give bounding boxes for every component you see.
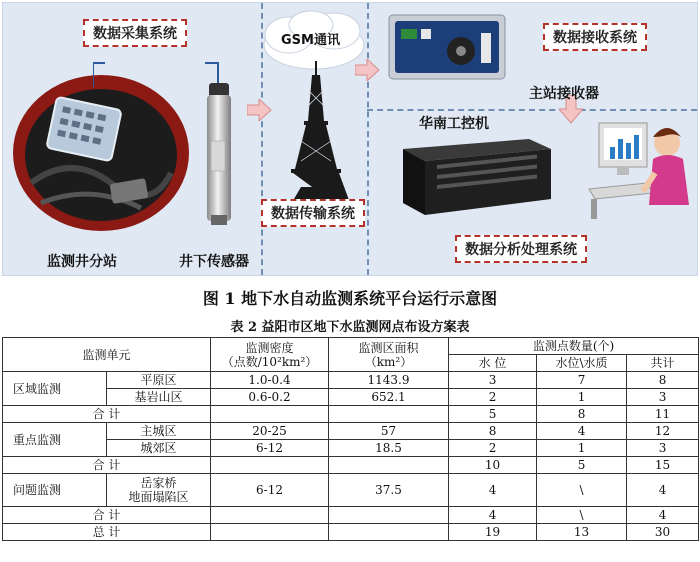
table-row: [3, 474, 699, 507]
area-cell: 57: [329, 423, 449, 440]
area-cell: 652.1: [329, 389, 449, 406]
header-area: 监测区面积 （km²）: [329, 338, 449, 372]
cable-line: [93, 43, 233, 87]
sensor-probe-image: [199, 81, 239, 231]
figure-caption: 图 1 地下水自动监测系统平台运行示意图: [202, 289, 498, 308]
group-cell: 问题监测: [3, 474, 107, 507]
industrial-pc-image: [399, 135, 555, 219]
water-level-cell: 10: [449, 457, 537, 474]
header-unit: 监测单元: [3, 338, 211, 372]
header-level-quality: 水位\水质: [537, 355, 627, 372]
subtotal-label: 合 计: [3, 406, 211, 423]
table-header-row: [3, 338, 699, 355]
sensor-label: 井下传感器: [179, 254, 249, 270]
water-level-cell: 4: [449, 507, 537, 524]
sub-cell: 主城区: [107, 423, 211, 440]
subtotal-row: [3, 406, 699, 423]
water-level-cell: 2: [449, 440, 537, 457]
area-cell: 1143.9: [329, 372, 449, 389]
empty-cell: [329, 524, 449, 541]
empty-cell: [329, 457, 449, 474]
table-row: [3, 372, 699, 389]
sub-cell: 岳家桥 地面塌陷区: [107, 474, 211, 507]
water-level-cell: 8: [449, 423, 537, 440]
area-cell: 18.5: [329, 440, 449, 457]
gsm-label: GSM通讯: [281, 33, 340, 48]
grand-total-label: 总 计: [3, 524, 211, 541]
system-diagram: [2, 2, 698, 276]
subtotal-row: [3, 507, 699, 524]
level-quality-cell: 13: [537, 524, 627, 541]
receiver-device-image: [385, 11, 511, 85]
density-cell: 1.0-0.4: [211, 372, 329, 389]
subtotal-label: 合 计: [3, 457, 211, 474]
user-workstation-image: [583, 113, 695, 223]
header-water-level: 水 位: [449, 355, 537, 372]
sub-cell: 基岩山区: [107, 389, 211, 406]
level-quality-cell: \: [537, 507, 627, 524]
substation-barrel-image: [11, 73, 197, 243]
total-cell: 12: [627, 423, 699, 440]
level-quality-cell: 8: [537, 406, 627, 423]
monitoring-table: [2, 337, 699, 541]
total-cell: 8: [627, 372, 699, 389]
table-title: 表 2 益阳市区地下水监测网点布设方案表: [230, 320, 470, 335]
total-cell: 3: [627, 440, 699, 457]
water-level-cell: 5: [449, 406, 537, 423]
table-row: [3, 440, 699, 457]
density-cell: 6-12: [211, 474, 329, 507]
total-cell: 3: [627, 389, 699, 406]
arrow-icon: [355, 59, 381, 81]
header-count: 监测点数量(个): [449, 338, 699, 355]
total-cell: 30: [627, 524, 699, 541]
density-cell: 20-25: [211, 423, 329, 440]
table-row: [3, 389, 699, 406]
subtotal-row: [3, 457, 699, 474]
level-quality-cell: \: [537, 474, 627, 507]
empty-cell: [329, 507, 449, 524]
density-cell: 6-12: [211, 440, 329, 457]
density-cell: 0.6-0.2: [211, 389, 329, 406]
level-quality-cell: 7: [537, 372, 627, 389]
water-level-cell: 19: [449, 524, 537, 541]
main-receiver-label: 主站接收器: [529, 86, 599, 102]
sub-cell: 城郊区: [107, 440, 211, 457]
divider-line: [367, 109, 697, 111]
eiffel-tower-image: [271, 61, 361, 211]
group-cell: 重点监测: [3, 423, 107, 457]
empty-cell: [329, 406, 449, 423]
industrial-pc-label: 华南工控机: [419, 116, 489, 132]
data-transmission-label: 数据传输系统: [261, 199, 365, 227]
empty-cell: [211, 457, 329, 474]
sub-cell: 平原区: [107, 372, 211, 389]
empty-cell: [211, 507, 329, 524]
level-quality-cell: 1: [537, 440, 627, 457]
total-cell: 4: [627, 474, 699, 507]
water-level-cell: 3: [449, 372, 537, 389]
data-receive-label: 数据接收系统: [543, 23, 647, 51]
arrow-icon: [247, 99, 273, 121]
total-cell: 4: [627, 507, 699, 524]
data-analysis-label: 数据分析处理系统: [455, 235, 587, 263]
area-cell: 37.5: [329, 474, 449, 507]
level-quality-cell: 1: [537, 389, 627, 406]
substation-label: 监测井分站: [47, 254, 117, 270]
total-cell: 15: [627, 457, 699, 474]
level-quality-cell: 4: [537, 423, 627, 440]
water-level-cell: 4: [449, 474, 537, 507]
header-total: 共计: [627, 355, 699, 372]
total-cell: 11: [627, 406, 699, 423]
grand-total-row: [3, 524, 699, 541]
level-quality-cell: 5: [537, 457, 627, 474]
data-collection-label: 数据采集系统: [83, 19, 187, 47]
group-cell: 区域监测: [3, 372, 107, 406]
table-row: [3, 423, 699, 440]
subtotal-label: 合 计: [3, 507, 211, 524]
empty-cell: [211, 406, 329, 423]
empty-cell: [211, 524, 329, 541]
header-density: 监测密度 （点数/10²km²）: [211, 338, 329, 372]
water-level-cell: 2: [449, 389, 537, 406]
